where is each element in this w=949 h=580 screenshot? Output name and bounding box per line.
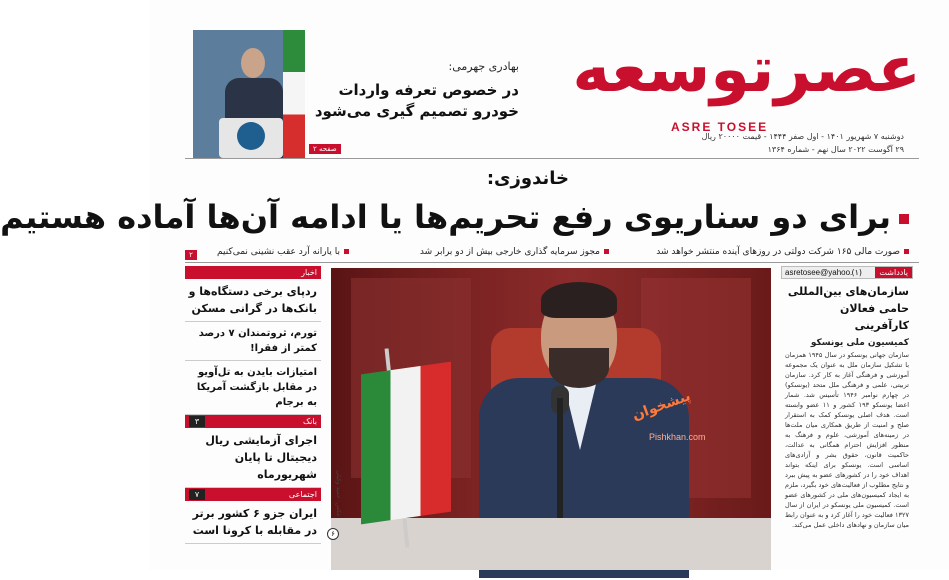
watermark-latin: Pishkhan.com [649, 432, 706, 442]
email-link[interactable]: asretosee@yahoo. [785, 268, 853, 277]
story-item[interactable]: امتیازات بایدن به تل‌آویو در مقابل بازگشت آمریکا به برجام [185, 361, 321, 415]
note-tag: یادداشت [875, 267, 912, 278]
subhead-1[interactable] [656, 247, 909, 257]
microphone-stand [557, 398, 563, 528]
bullet-icon [904, 249, 909, 254]
note-author: کمیسیون ملی یونسکو [810, 338, 909, 348]
page-badge: ۲ [185, 250, 197, 260]
beard [549, 348, 609, 388]
watermark: پیشخوان [630, 388, 693, 424]
teaser-kicker: بهادری جهرمی: [448, 60, 519, 73]
photo-page-number: ۶ [327, 528, 339, 540]
subhead-1-text: صورت مالی ۱۶۵ شرکت دولتی در روزهای آینده منتشر خواهد شد [656, 247, 900, 257]
bullet-icon [899, 214, 909, 224]
section-header-news [185, 266, 321, 279]
subhead-3[interactable] [217, 247, 349, 257]
note-title[interactable]: سازمان‌های بین‌المللی حامی فعالان کارآفرینی [787, 285, 909, 332]
masthead [149, 0, 949, 160]
teaser-page-tag: صفحه ۲ [309, 144, 341, 154]
main-kicker: خاندوزی: [486, 168, 569, 189]
page-number: ۷ [189, 489, 205, 500]
desk [331, 518, 771, 570]
subhead-3-text: با یارانه آرد عقب نشینی نمی‌کنیم [217, 247, 340, 257]
note-body: سازمان جهانی یونسکو در سال ۱۹۴۵ همزمان با تشکیل سازمان ملل به عنوان یک مجموعه آموزشی و فرهنگی آغاز به کار کرد. سازمان تربیتی، علمی و فرهنگی ملل متحد (یونسکو) در چهارم نوامبر ۱۹۴۶ تأسیس شد. شمار اعضا یونسکو ۱۹۳ کشور و ۱۱ عضو وابسته است. هدف اصلی یونسکو کمک به استقرار صلح و امنیت از طریق همکاری میان ملت‌ها در زمینه‌های آموزشی، علوم و فرهنگ به منظور افزایش احترام همگانی به عدالت، حاکمیت قانون، حقوق بشر و آزادی‌های اساسی است. یونسکو برای اینکه بتواند اهداف خود را در کشورهای عضو به پیش ببرد و نتایج مطلوب از فعالیت‌های خود بگیرد، ملزم به ایجاد کمیسیون‌های ملی در کشورهای عضو است. کمیسیون ملی یونسکو در ایران از سال ۱۳۲۷ فعالیت خود را آغاز کرد و به عنوان رابط میان سازمان و نهادهای داخلی عمل می‌کند. [785, 351, 909, 529]
story-item[interactable]: اجرای آزمایشی ریال دیجیتال تا پایان شهریورماه [185, 428, 321, 488]
issue-line: ۲۹ آگوست ۲۰۲۲ سال نهم - شماره ۱۳۶۴ [767, 145, 904, 154]
teaser-photo[interactable] [193, 30, 305, 158]
seal-emblem [237, 122, 265, 150]
section-label: اجتماعی [288, 490, 317, 499]
story-item[interactable]: تورم، ثروتمندان ۷ درصد کمتر از فقرا! [185, 322, 321, 361]
newspaper-logo-latin: ASRE TOSEE [671, 120, 769, 134]
subhead-2[interactable] [420, 247, 609, 257]
main-headline[interactable] [0, 198, 909, 236]
section-header-bank [185, 415, 321, 428]
bullet-icon [344, 249, 349, 254]
story-item[interactable]: ایران جزو ۶ کشور برتر در مقابله با کرونا است [185, 501, 321, 544]
page-number: ۳ [189, 416, 205, 427]
main-headline-text: برای دو سناریوی رفع تحریم‌ها یا ادامه آن‌ها آماده هستیم [0, 198, 891, 236]
subhead-2-text: مجوز سرمایه گذاری خارجی بیش از دو برابر شد [419, 247, 600, 257]
flag-image [283, 30, 305, 158]
section-label: بانک [302, 417, 317, 426]
date-line: دوشنبه ۷ شهریور ۱۴۰۱ - اول صفر ۱۴۴۴ - قیمت ۲۰۰۰۰ ریال [701, 132, 904, 141]
hair [541, 282, 617, 318]
photo-credit: عکس: حمید وکیلی [335, 470, 342, 518]
newspaper-logo[interactable]: عصرتوسعه [572, 33, 921, 107]
note-number: (۱) [851, 268, 862, 277]
teaser-headline[interactable]: در خصوص تعرفه واردات خودرو تصمیم گیری می‌شود [314, 81, 519, 120]
bullet-icon [604, 249, 609, 254]
section-label: اخبار [301, 268, 317, 277]
note-header [781, 266, 913, 279]
story-item[interactable]: ردپای برخی دستگاه‌ها و بانک‌ها در گرانی مسکن [185, 279, 321, 322]
iran-flag [361, 362, 451, 525]
right-column [781, 266, 913, 570]
main-photo[interactable] [331, 268, 771, 570]
left-column [185, 266, 321, 570]
section-header-social [185, 488, 321, 501]
divider [185, 158, 919, 159]
divider [185, 262, 919, 263]
